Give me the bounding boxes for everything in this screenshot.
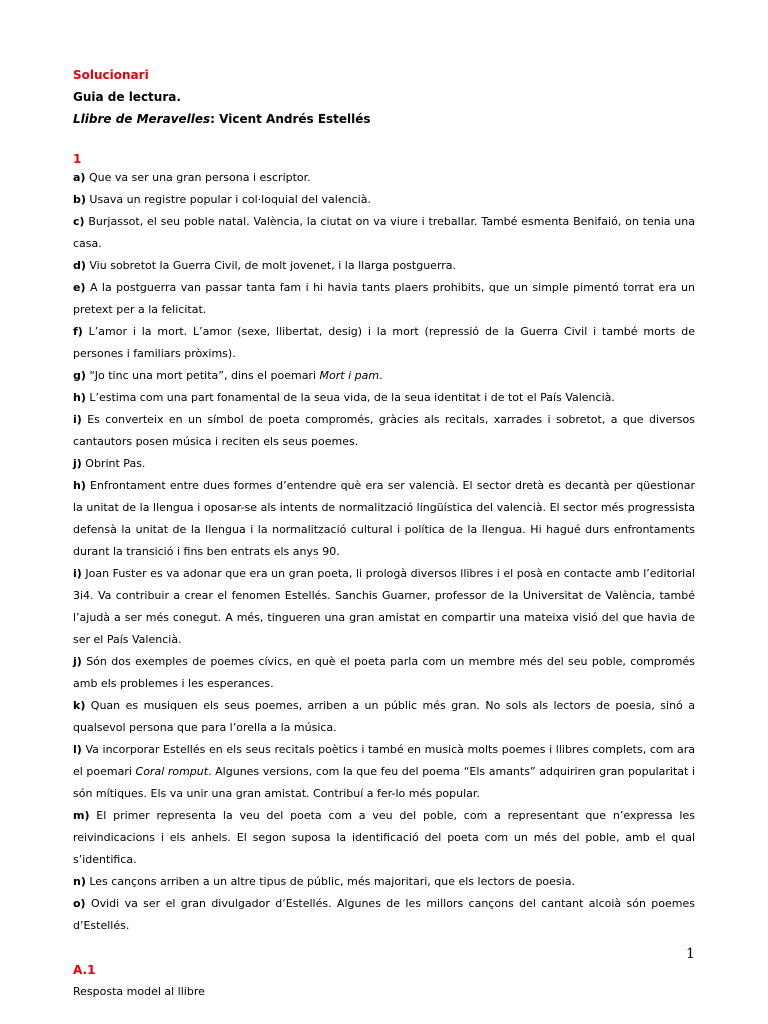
doc-subtitle: Guia de lectura. — [73, 90, 181, 104]
answer-item — [73, 563, 695, 651]
section-1-answers — [73, 167, 695, 937]
answer-item — [73, 167, 695, 189]
answer-label: b) — [73, 193, 86, 206]
answer-label: c) — [73, 215, 85, 228]
document-page — [73, 67, 695, 1003]
answer-item — [73, 805, 695, 871]
answer-label: j) — [73, 655, 82, 668]
answer-text: Burjassot, el seu poble natal. València, la ciutat on va viure i treballar. També esmenta Benifaió, on tenia una casa. — [73, 215, 695, 250]
answer-label: n) — [73, 875, 86, 888]
answer-text-after: . — [379, 369, 383, 382]
answer-item — [73, 387, 695, 409]
answer-item — [73, 651, 695, 695]
answer-text: Viu sobretot la Guerra Civil, de molt jovenet, i la llarga postguerra. — [85, 259, 457, 272]
answer-text: A la postguerra van passar tanta fam i hi havia tants plaers prohibits, que un simple pimentó torrat era un pretext per a la felicitat. — [73, 281, 695, 316]
answer-text: L’estima com una part fonamental de la seua vida, de la seua identitat i de tot el País Valencià. — [85, 391, 615, 404]
answer-text: Les cançons arriben a un altre tipus de públic, més majoritari, que els lectors de poesia. — [85, 875, 575, 888]
answer-text: Obrint Pas. — [81, 457, 146, 470]
answer-item — [73, 409, 695, 453]
answer-text: Que va ser una gran persona i escriptor. — [85, 171, 311, 184]
answer-text: Joan Fuster es va adonar que era un gran poeta, li prologà diversos llibres i el posà en contacte amb l’editorial 3i4. Va contribuir a crear el fenomen Estellés. Sanchis Guarner, professor de la Universitat de València, també l’ajudà a ser més conegut. A més, tingueren una gran amistat en compartir una mateixa visió del que havia de ser el País Valencià. — [73, 567, 695, 646]
book-title: Llibre de Meravelles — [73, 112, 211, 126]
answer-text: Ovidi va ser el gran divulgador d’Estellés. Algunes de les millors cançons del cantant alcoià són poemes d’Estellés. — [73, 897, 695, 932]
section-a1-text: Resposta model al llibre — [73, 985, 205, 998]
doc-title: Solucionari — [73, 68, 149, 82]
answer-text: Es converteix en un símbol de poeta compromés, gràcies als recitals, xarrades i sobretot, a que diversos cantautors posen música i reciten els seus poemes. — [73, 413, 695, 448]
answer-label: i) — [73, 567, 82, 580]
answer-label: j) — [73, 457, 82, 470]
answer-item — [73, 475, 695, 563]
answer-label: h) — [73, 479, 86, 492]
answer-label: f) — [73, 325, 83, 338]
answer-item — [73, 189, 695, 211]
answer-item — [73, 211, 695, 255]
answer-item — [73, 365, 695, 387]
answer-text: Quan es musiquen els seus poemes, arriben a un públic més gran. No sols als lectors de poesia, sinó a qualsevol persona que para l’orella a la música. — [73, 699, 695, 734]
answer-item — [73, 453, 695, 475]
answer-item — [73, 255, 695, 277]
answer-text-after: . Algunes versions, com la que feu del poema “Els amants” adquiriren gran popularitat i són mítiques. Els va unir una gran amistat. Contribuí a fer-lo més popular. — [73, 765, 695, 800]
answer-text: Són dos exemples de poemes cívics, en què el poeta parla com un membre més del seu poble, compromés amb els problemes i les esperances. — [73, 655, 695, 690]
answer-label: i) — [73, 413, 82, 426]
answer-item — [73, 739, 695, 805]
answer-label: g) — [73, 369, 86, 382]
answer-item — [73, 695, 695, 739]
section-1-heading: 1 — [73, 152, 82, 166]
answer-text: Va incorporar Estellés en els seus recitals poètics i també en musicà molts poemes i llibres complets, com ara el poemari — [73, 743, 695, 778]
page-number: 1 — [686, 946, 695, 962]
answer-label: k) — [73, 699, 86, 712]
answer-label: e) — [73, 281, 86, 294]
section-a1-heading: A.1 — [73, 963, 96, 977]
answer-label: o) — [73, 897, 86, 910]
answer-text: L’amor i la mort. L’amor (sexe, llibertat, desig) i la mort (repressió de la Guerra Civil i també morts de persones i familiars pròxims). — [73, 325, 695, 360]
answer-emphasis: Mort i pam — [319, 369, 380, 382]
answer-emphasis: Coral romput — [135, 765, 209, 778]
answer-item — [73, 277, 695, 321]
answer-item — [73, 893, 695, 937]
answer-item — [73, 321, 695, 365]
book-author: : Vicent Andrés Estellés — [210, 112, 371, 126]
answer-label: m) — [73, 809, 90, 822]
answer-label: l) — [73, 743, 82, 756]
answer-text: Enfrontament entre dues formes d’entendre què era ser valencià. El sector dretà es decantà per qüestionar la unitat de la llengua i oposar-se als intents de normalització lingüística del valencià. El sector més progressista defensà la unitat de la llengua i la normalització cultural i política de la llengua. Hi hagué durs enfrontaments durant la transició i fins ben entrats els anys 90. — [73, 479, 695, 558]
answer-text: Usava un registre popular i col·loquial del valencià. — [85, 193, 371, 206]
answer-label: h) — [73, 391, 86, 404]
book-line — [73, 111, 695, 127]
answer-text: El primer representa la veu del poeta com a veu del poble, com a representant que n’expressa les reivindicacions i els anhels. El segon suposa la identificació del poeta com un més del poble, amb el qual s’identifica. — [73, 809, 695, 866]
answer-text: “Jo tinc una mort petita”, dins el poemari — [85, 369, 320, 382]
answer-label: a) — [73, 171, 86, 184]
answer-item — [73, 871, 695, 893]
answer-label: d) — [73, 259, 86, 272]
